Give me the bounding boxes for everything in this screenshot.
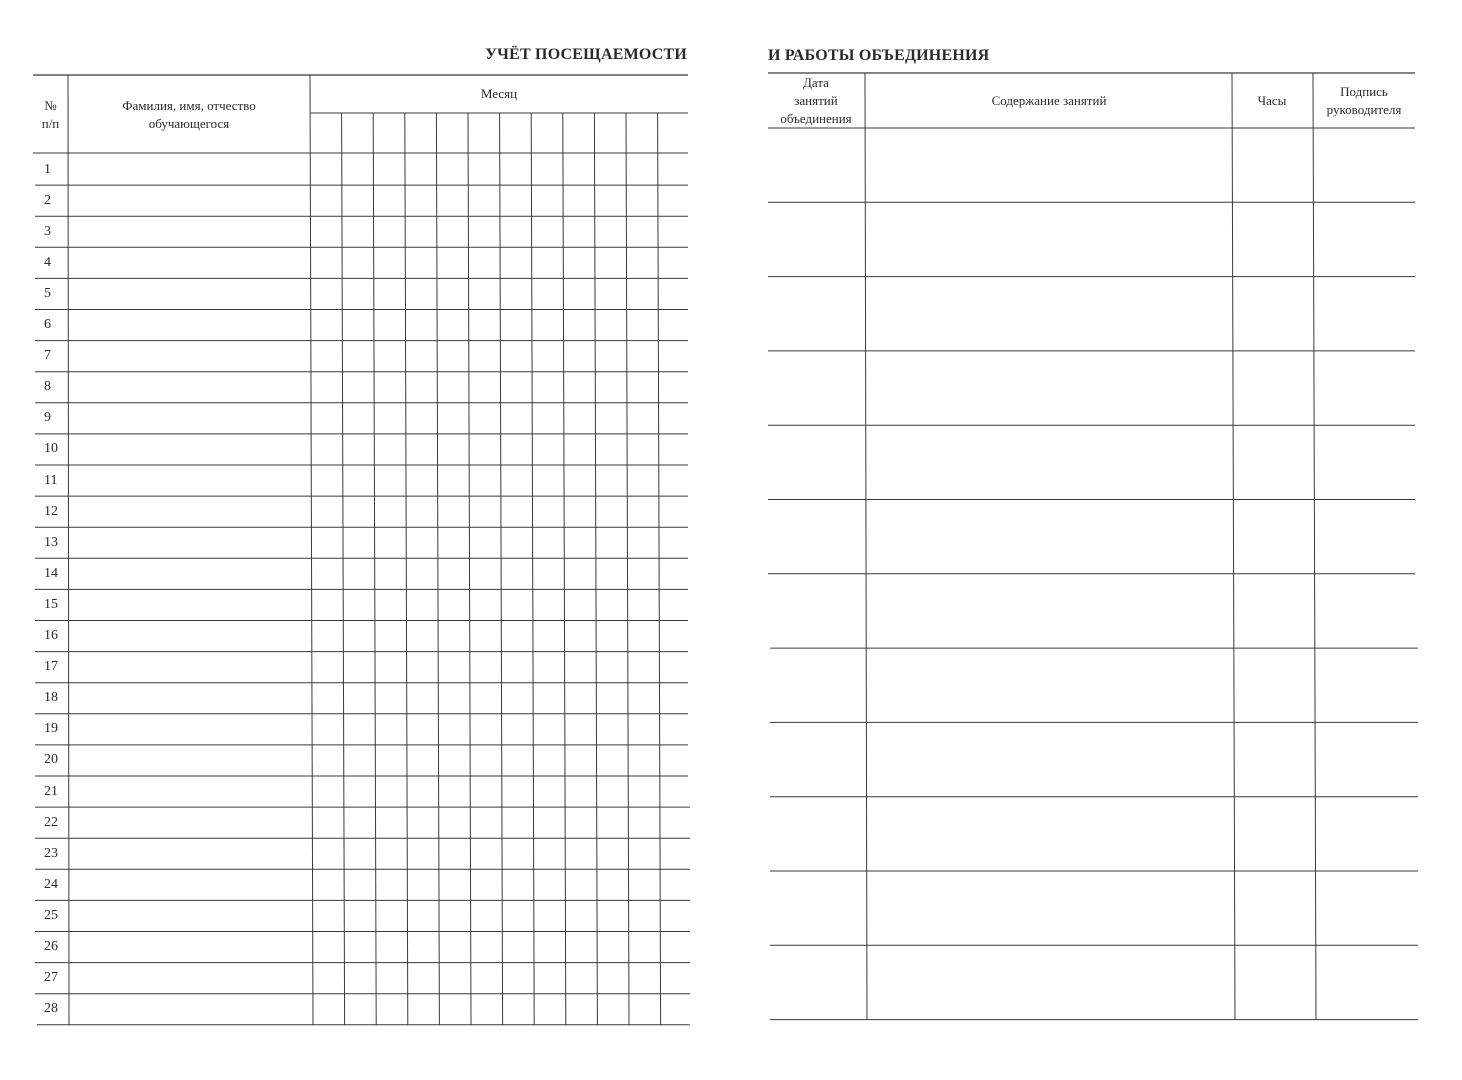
row-number: 19 — [44, 721, 58, 737]
header-month-label: Месяц — [480, 86, 518, 101]
row-number: 22 — [44, 814, 58, 830]
day-column-divider — [500, 113, 503, 1025]
row-number: 28 — [44, 1001, 58, 1017]
header-student-name-line2: обучающегося — [148, 116, 230, 131]
row-number: 26 — [44, 939, 58, 955]
row-number: 20 — [44, 752, 58, 768]
work-title: И РАБОТЫ ОБЪЕДИНЕНИЯ — [768, 47, 990, 64]
attendance-title: УЧЁТ ПОСЕЩАЕМОСТИ — [485, 46, 687, 63]
row-number: 7 — [44, 348, 51, 364]
day-column-divider — [468, 113, 471, 1025]
content-column-divider — [865, 73, 867, 1020]
row-number: 25 — [44, 907, 58, 923]
row-number: 9 — [44, 410, 51, 426]
header-hours — [1232, 74, 1312, 128]
header-student-name-line1: Фамилия, имя, отчество — [122, 98, 256, 113]
row-number: 12 — [44, 503, 58, 519]
header-date-line2: занятий — [794, 93, 838, 108]
row-number: 10 — [44, 441, 58, 457]
row-number: 18 — [44, 690, 58, 706]
row-number: 4 — [44, 254, 51, 270]
day-column-divider — [626, 113, 629, 1025]
header-date — [768, 74, 864, 128]
header-signature-line2: руководителя — [1326, 102, 1402, 117]
header-number — [33, 84, 68, 146]
row-number: 23 — [44, 845, 58, 861]
row-number: 11 — [44, 472, 58, 488]
row-number: 24 — [44, 876, 58, 892]
header-content — [866, 74, 1232, 128]
header-number-line1: № — [44, 98, 57, 113]
row-number: 21 — [44, 783, 58, 799]
row-number: 17 — [44, 659, 58, 675]
number-column-divider — [68, 75, 69, 1025]
name-column-divider — [310, 75, 313, 1025]
row-number: 8 — [44, 379, 51, 395]
hours-column-divider — [1232, 73, 1235, 1020]
header-month — [310, 80, 688, 108]
day-column-divider — [594, 113, 597, 1025]
header-signature — [1313, 74, 1415, 128]
header-date-line3: объединения — [780, 111, 852, 126]
header-student-name — [68, 84, 310, 146]
row-number: 2 — [44, 192, 51, 208]
day-column-divider — [405, 113, 408, 1025]
row-number: 3 — [44, 223, 51, 239]
row-number: 6 — [44, 317, 51, 333]
row-number: 5 — [44, 285, 51, 301]
header-hours-label: Часы — [1257, 93, 1287, 108]
signature-column-divider — [1313, 73, 1316, 1020]
header-number-line2: п/п — [41, 116, 60, 131]
header-date-line1: Дата — [803, 75, 829, 90]
row-number: 27 — [44, 970, 58, 986]
day-column-divider — [658, 113, 661, 1025]
day-column-divider — [373, 113, 376, 1025]
row-number: 13 — [44, 534, 58, 550]
day-column-divider — [531, 113, 534, 1025]
row-number: 14 — [44, 565, 58, 581]
header-content-label: Содержание занятий — [991, 93, 1107, 108]
day-column-divider — [342, 113, 345, 1025]
row-number: 15 — [44, 596, 58, 612]
header-signature-line1: Подпись — [1340, 84, 1388, 99]
day-column-divider — [436, 113, 439, 1025]
row-number: 1 — [44, 161, 51, 177]
row-number: 16 — [44, 628, 58, 644]
day-column-divider — [563, 113, 566, 1025]
